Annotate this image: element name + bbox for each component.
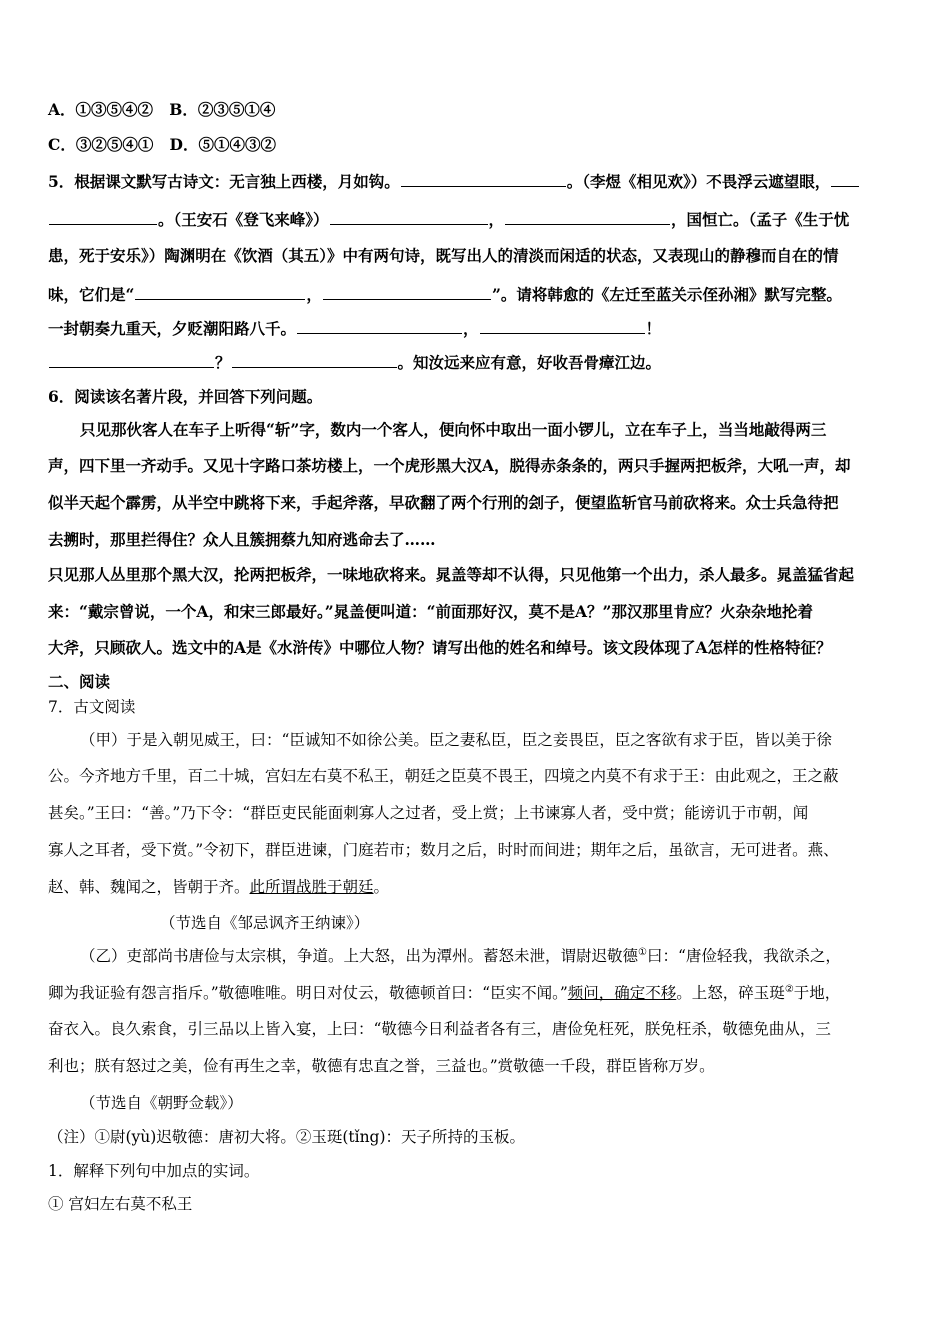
option-d: D．⑤①④③② xyxy=(169,135,276,154)
q5-text: ， xyxy=(488,210,505,229)
q5-text: ，国恒亡。（孟子《生于忧 xyxy=(671,210,850,229)
q5-text: ， xyxy=(463,319,479,338)
footnote-mark: ② xyxy=(784,984,794,995)
q6-passage-line: 似半天起个霹雳，从半空中跳将下来，手起斧落，早砍翻了两个行刑的刽子，便望监斩官马前砍将来。众士兵急待把 xyxy=(48,493,839,512)
q7-passage-a-line: 寡人之耳者，受下赏。”令初下，群臣进谏，门庭若市；数月之后，时时而间进；期年之后，虽欲言，无可进者。燕、 xyxy=(48,841,839,859)
footnote-mark: ① xyxy=(638,947,647,958)
q7-passage-b-line xyxy=(80,946,841,966)
q7-passage-a-line: 公。今齐地方千里，百二十城，宫妇左右莫不私王，朝廷之臣莫不畏王，四境之内莫不有求于王：由此观之，王之蔽 xyxy=(48,767,839,785)
q5-line-1 xyxy=(48,171,860,192)
answer-blank[interactable] xyxy=(49,209,157,225)
passage-text: 于地， xyxy=(793,984,841,1002)
q6-passage-line: 去搠时，那里拦得住？众人且簇拥蔡九知府逃命去了…… xyxy=(48,530,436,549)
q7-passage-b-line: 奋衣入。良久索食，引三品以上皆入宴，上曰：“敬德今日利益者各有三，唐俭免枉死，朕免枉杀，敬德免曲从，三 xyxy=(48,1020,831,1038)
answer-blank[interactable] xyxy=(49,352,214,368)
q7-passage-b-line: 利也；朕有怒过之美，俭有再生之幸，敬德有忠直之誉，三益也。”赏敬德一千段，群臣皆称万岁。 xyxy=(48,1057,715,1075)
q7-note: （注）①尉(yù)迟敬德：唐初大将。②玉珽(tǐng)：天子所持的玉板。 xyxy=(48,1128,526,1146)
passage-text: （乙）吏部尚书唐俭与太宗棋，争道。上大怒，出为潭州。蓄怒未泄，谓尉迟敬德 xyxy=(80,947,639,965)
q5-text: 。（王安石《登飞来峰》） xyxy=(158,210,329,229)
q5-line-5 xyxy=(48,318,661,339)
passage-text: 曰：“唐俭轻我，我欲杀之， xyxy=(646,947,841,965)
q5-text: 味，它们是“ xyxy=(48,285,135,304)
q5-text: 一封朝奏九重天，夕贬潮阳路八千。 xyxy=(48,319,297,338)
underlined-sentence: 频问，确定不移 xyxy=(567,984,677,1002)
q5-text: ， xyxy=(306,285,322,304)
q5-text: 5．根据课文默写古诗文：无言独上西楼，月如钩。 xyxy=(48,172,400,191)
option-a: A．①③⑤④② xyxy=(48,100,154,119)
q5-text: ”。请将韩愈的《左迁至蓝关示侄孙湘》默写完整。 xyxy=(491,285,842,304)
answer-blank[interactable] xyxy=(323,284,491,300)
section-heading: 二、阅读 xyxy=(48,672,111,691)
answer-blank[interactable] xyxy=(831,171,859,187)
underlined-sentence: 此所谓战胜于朝廷 xyxy=(249,878,374,896)
q5-text: ？ xyxy=(215,353,231,372)
q5-line-3: 患，死于安乐》）陶渊明在《饮酒（其五）》中有两句诗，既写出人的清淡而闲适的状态，又表现山的静穆而自在的情 xyxy=(48,246,839,265)
q7-source-b: （节选自《朝野佥载》） xyxy=(80,1094,243,1112)
passage-text: 。 xyxy=(373,878,390,896)
q7-passage-a-line xyxy=(48,877,389,897)
q7-subquestion-1-item-1: ① 宫妇左右莫不私王 xyxy=(48,1195,193,1213)
q5-line-2 xyxy=(48,209,849,230)
answer-blank[interactable] xyxy=(135,284,305,300)
q4-options-row-2 xyxy=(48,135,276,155)
q6-passage-line: 声，四下里一齐动手。又见十字路口茶坊楼上，一个虎形黑大汉A，脱得赤条条的，两只手握两把板斧，大吼一声，却 xyxy=(48,456,851,475)
answer-blank[interactable] xyxy=(297,318,462,334)
answer-blank[interactable] xyxy=(480,318,645,334)
q5-text: ！ xyxy=(645,319,662,338)
q5-line-6 xyxy=(48,352,661,373)
q7-passage-a-line: 甚矣。”王曰：“善。”乃下令：“群臣吏民能面刺寡人之过者，受上赏；上书谏寡人者，受中赏；能谤讥于市朝，闻 xyxy=(48,804,809,822)
q6-passage-line: 只见那伙客人在车子上听得“斩”字，数内一个客人，便向怀中取出一面小锣儿，立在车子上，当当地敲得两三 xyxy=(80,420,827,439)
answer-blank[interactable] xyxy=(232,352,397,368)
passage-text: 卿为我证验有怨言指斥。”敬德唯唯。明日对仗云，敬德顿首曰：“臣实不闻。” xyxy=(48,984,568,1002)
option-b: B．②③⑤①④ xyxy=(169,100,276,119)
q6-passage-line: 来：“戴宗曾说，一个A，和宋三郎最好。”晁盖便叫道：“前面那好汉，莫不是A？”那汉那里肯应？火杂杂地抡着 xyxy=(48,602,813,621)
q6-passage-line: 只见那人丛里那个黑大汉，抡两把板斧，一味地砍将来。晁盖等却不认得，只见他第一个出力，杀人最多。晁盖猛省起 xyxy=(48,565,855,584)
q5-line-4 xyxy=(48,284,842,305)
q6-passage-line: 大斧，只顾砍人。选文中的A是《水浒传》中哪位人物？请写出他的姓名和绰号。该文段体现了A怎样的性格特征？ xyxy=(48,638,832,657)
answer-blank[interactable] xyxy=(401,171,566,187)
q7-subquestion-1: 1．解释下列句中加点的实词。 xyxy=(48,1162,260,1180)
option-c: C．③②⑤④① xyxy=(48,135,154,154)
passage-text: 赵、韩、魏闻之，皆朝于齐。 xyxy=(48,878,250,896)
q4-options-row-1 xyxy=(48,100,275,120)
q5-text: 。知汝远来应有意，好收吾骨瘴江边。 xyxy=(397,353,662,372)
q7-passage-a-line: （甲）于是入朝见威王，曰：“臣诚知不如徐公美。臣之妻私臣，臣之妾畏臣，臣之客欲有求于臣，皆以美于徐 xyxy=(80,731,832,749)
q7-source-a: （节选自《邹忌讽齐王纳谏》） xyxy=(160,914,370,932)
passage-text: 。上怒，碎玉珽 xyxy=(676,984,785,1002)
q6-heading: 6．阅读该名著片段，并回答下列问题。 xyxy=(48,387,323,406)
answer-blank[interactable] xyxy=(505,209,670,225)
q5-text: 。（李煜《相见欢》）不畏浮云遮望眼， xyxy=(566,172,831,191)
q7-passage-b-line xyxy=(48,983,840,1003)
q7-heading: 7．古文阅读 xyxy=(48,698,136,716)
answer-blank[interactable] xyxy=(330,209,488,225)
